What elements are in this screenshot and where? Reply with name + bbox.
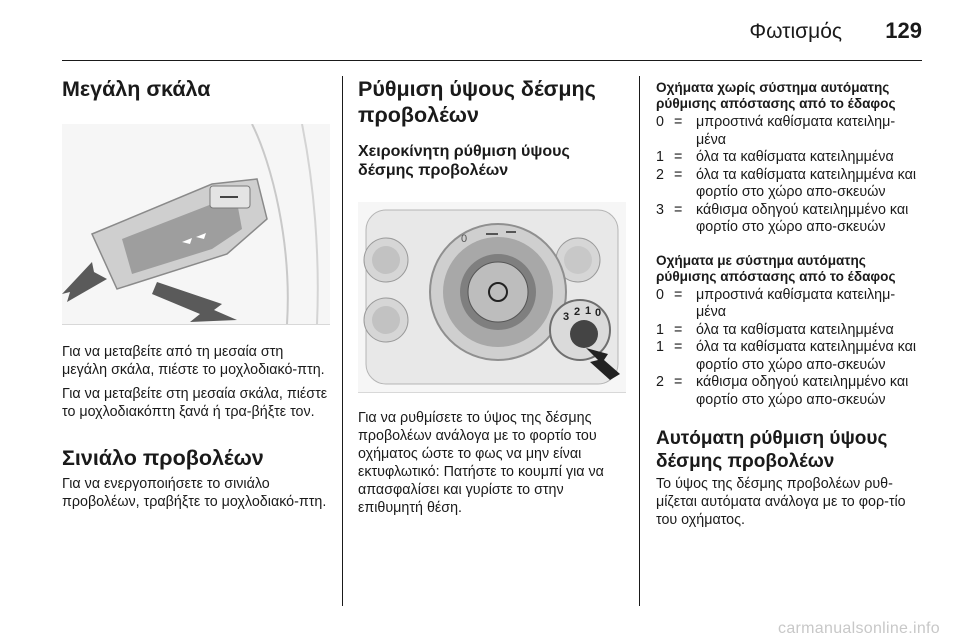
dial-label-3: 3 [563, 311, 570, 323]
list-item-key: 3 [656, 201, 664, 218]
section-title-flash: Σινιάλο προβολέων [62, 446, 264, 470]
list-item: 2 = όλα τα καθίσματα κατειλημμένα και φορτίο στο χώρο απο-σκευών [656, 166, 917, 200]
list-with-leveling [656, 287, 924, 410]
column-beam-range [358, 76, 626, 517]
list-heading-with-leveling: Οχήματα με σύστημα αυτόματης ρύθμισης απόστασης από το έδαφος [656, 252, 896, 284]
list-item-text: μπροστινά καθίσματα κατειλημ-μένα [696, 286, 896, 320]
list-item-key: 1 [656, 149, 664, 165]
header-rule [62, 60, 922, 61]
list-item-key: 0 [656, 286, 664, 303]
list-item: 1 = όλα τα καθίσματα κατειλημμένα και φορτίο στο χώρο απο-σκευών [656, 339, 917, 373]
list-item: 1 = όλα τα καθίσματα κατειλημμένα [656, 321, 894, 338]
column-divider-left [342, 76, 343, 606]
list-item-key: 1 [656, 321, 664, 338]
paragraph-auto-range: Το ύψος της δέσμης προβολέων ρυθ-μίζεται αυτόματα ανάλογα με το φορ-τίο του οχήματος. [656, 476, 906, 528]
list-item-text: κάθισμα οδηγού κατειλημμένο και φορτίο στο χώρο απο-σκευών [696, 374, 909, 408]
watermark: carmanualsonline.info [778, 620, 940, 637]
list-item-text: όλα τα καθίσματα κατειλημμένα [696, 321, 894, 338]
list-item-key: 2 [656, 166, 664, 183]
section-title-beam-range: Ρύθμιση ύψους δέσμης προβολέων [358, 77, 596, 127]
section-title-auto-range: Αυτόματη ρύθμιση ύψους δέσμης προβολέων [656, 428, 888, 472]
dial-label-off: 0 [461, 233, 468, 245]
paragraph-high-beam-off: Για να μεταβείτε στη μεσαία σκάλα, πιέστε το μοχλοδιακόπτη ξανά ή τρα-βήξτε τον. [62, 386, 328, 420]
header-title: Φωτισμός [749, 20, 842, 43]
page-header [0, 0, 960, 62]
list-item: 0 = μπροστινά καθίσματα κατειλημ-μένα [656, 114, 896, 148]
stalk-illustration [62, 124, 330, 325]
list-item: 2 = κάθισμα οδηγού κατειλημμένο και φορτίο στο χώρο απο-σκευών [656, 374, 909, 408]
list-item-key: 0 [656, 114, 664, 130]
list-item-text: μπροστινά καθίσματα κατειλημ-μένα [696, 114, 896, 148]
paragraph-high-beam-on: Για να μεταβείτε από τη μεσαία στη μεγάλη σκάλα, πιέστε το μοχλοδιακό-πτη. [62, 344, 325, 378]
list-item: 0 = μπροστινά καθίσματα κατειλημ-μένα [656, 286, 896, 320]
column-load-positions [656, 80, 924, 529]
light-switch-illustration [358, 202, 626, 393]
list-without-leveling [656, 114, 924, 237]
subtitle-manual-range: Χειροκίνητη ρύθμιση ύψους δέσμης προβολέων [358, 143, 570, 179]
headlight-stalk-icon [62, 124, 330, 324]
list-item-key: 1 [656, 339, 664, 355]
list-item-text: όλα τα καθίσματα κατειλημμένα [696, 149, 894, 165]
dial-label-0: 0 [595, 307, 602, 319]
list-item-text: όλα τα καθίσματα κατειλημμένα και φορτίο στο χώρο απο-σκευών [696, 339, 917, 373]
dial-label-2: 2 [574, 306, 581, 318]
list-item: 1 = όλα τα καθίσματα κατειλημμένα [656, 149, 894, 165]
page-number: 129 [885, 18, 922, 43]
column-divider-right [639, 76, 640, 606]
list-item-text: όλα τα καθίσματα κατειλημμένα και φορτίο στο χώρο απο-σκευών [696, 166, 917, 200]
list-item-key: 2 [656, 374, 664, 390]
paragraph-beam-range: Για να ρυθμίσετε το ύψος της δέσμης προβολέων ανάλογα με το φορτίο του οχήματος ώστε το φως να μην είναι εκτυφλωτικό: Πατήστε το κουμπί για να απασφαλίσει και γυρίστε το στην επιθυμητή θέση. [358, 410, 604, 516]
dial-label-1: 1 [585, 305, 592, 317]
list-item: 3 = κάθισμα οδηγού κατειλημμένο και φορτίο στο χώρο απο-σκευών [656, 201, 909, 235]
paragraph-flash: Για να ενεργοποιήσετε το σινιάλο προβολέων, τραβήξτε το μοχλοδιακό-πτη. [62, 476, 327, 510]
column-high-beam [62, 76, 330, 511]
section-title-high-beam: Μεγάλη σκάλα [62, 77, 211, 101]
list-heading-without-leveling: Οχήματα χωρίς σύστημα αυτόματης ρύθμισης απόστασης από το έδαφος [656, 80, 896, 111]
list-item-text: κάθισμα οδηγού κατειλημμένο και φορτίο στο χώρο απο-σκευών [696, 201, 909, 235]
light-switch-panel-icon [358, 202, 626, 392]
